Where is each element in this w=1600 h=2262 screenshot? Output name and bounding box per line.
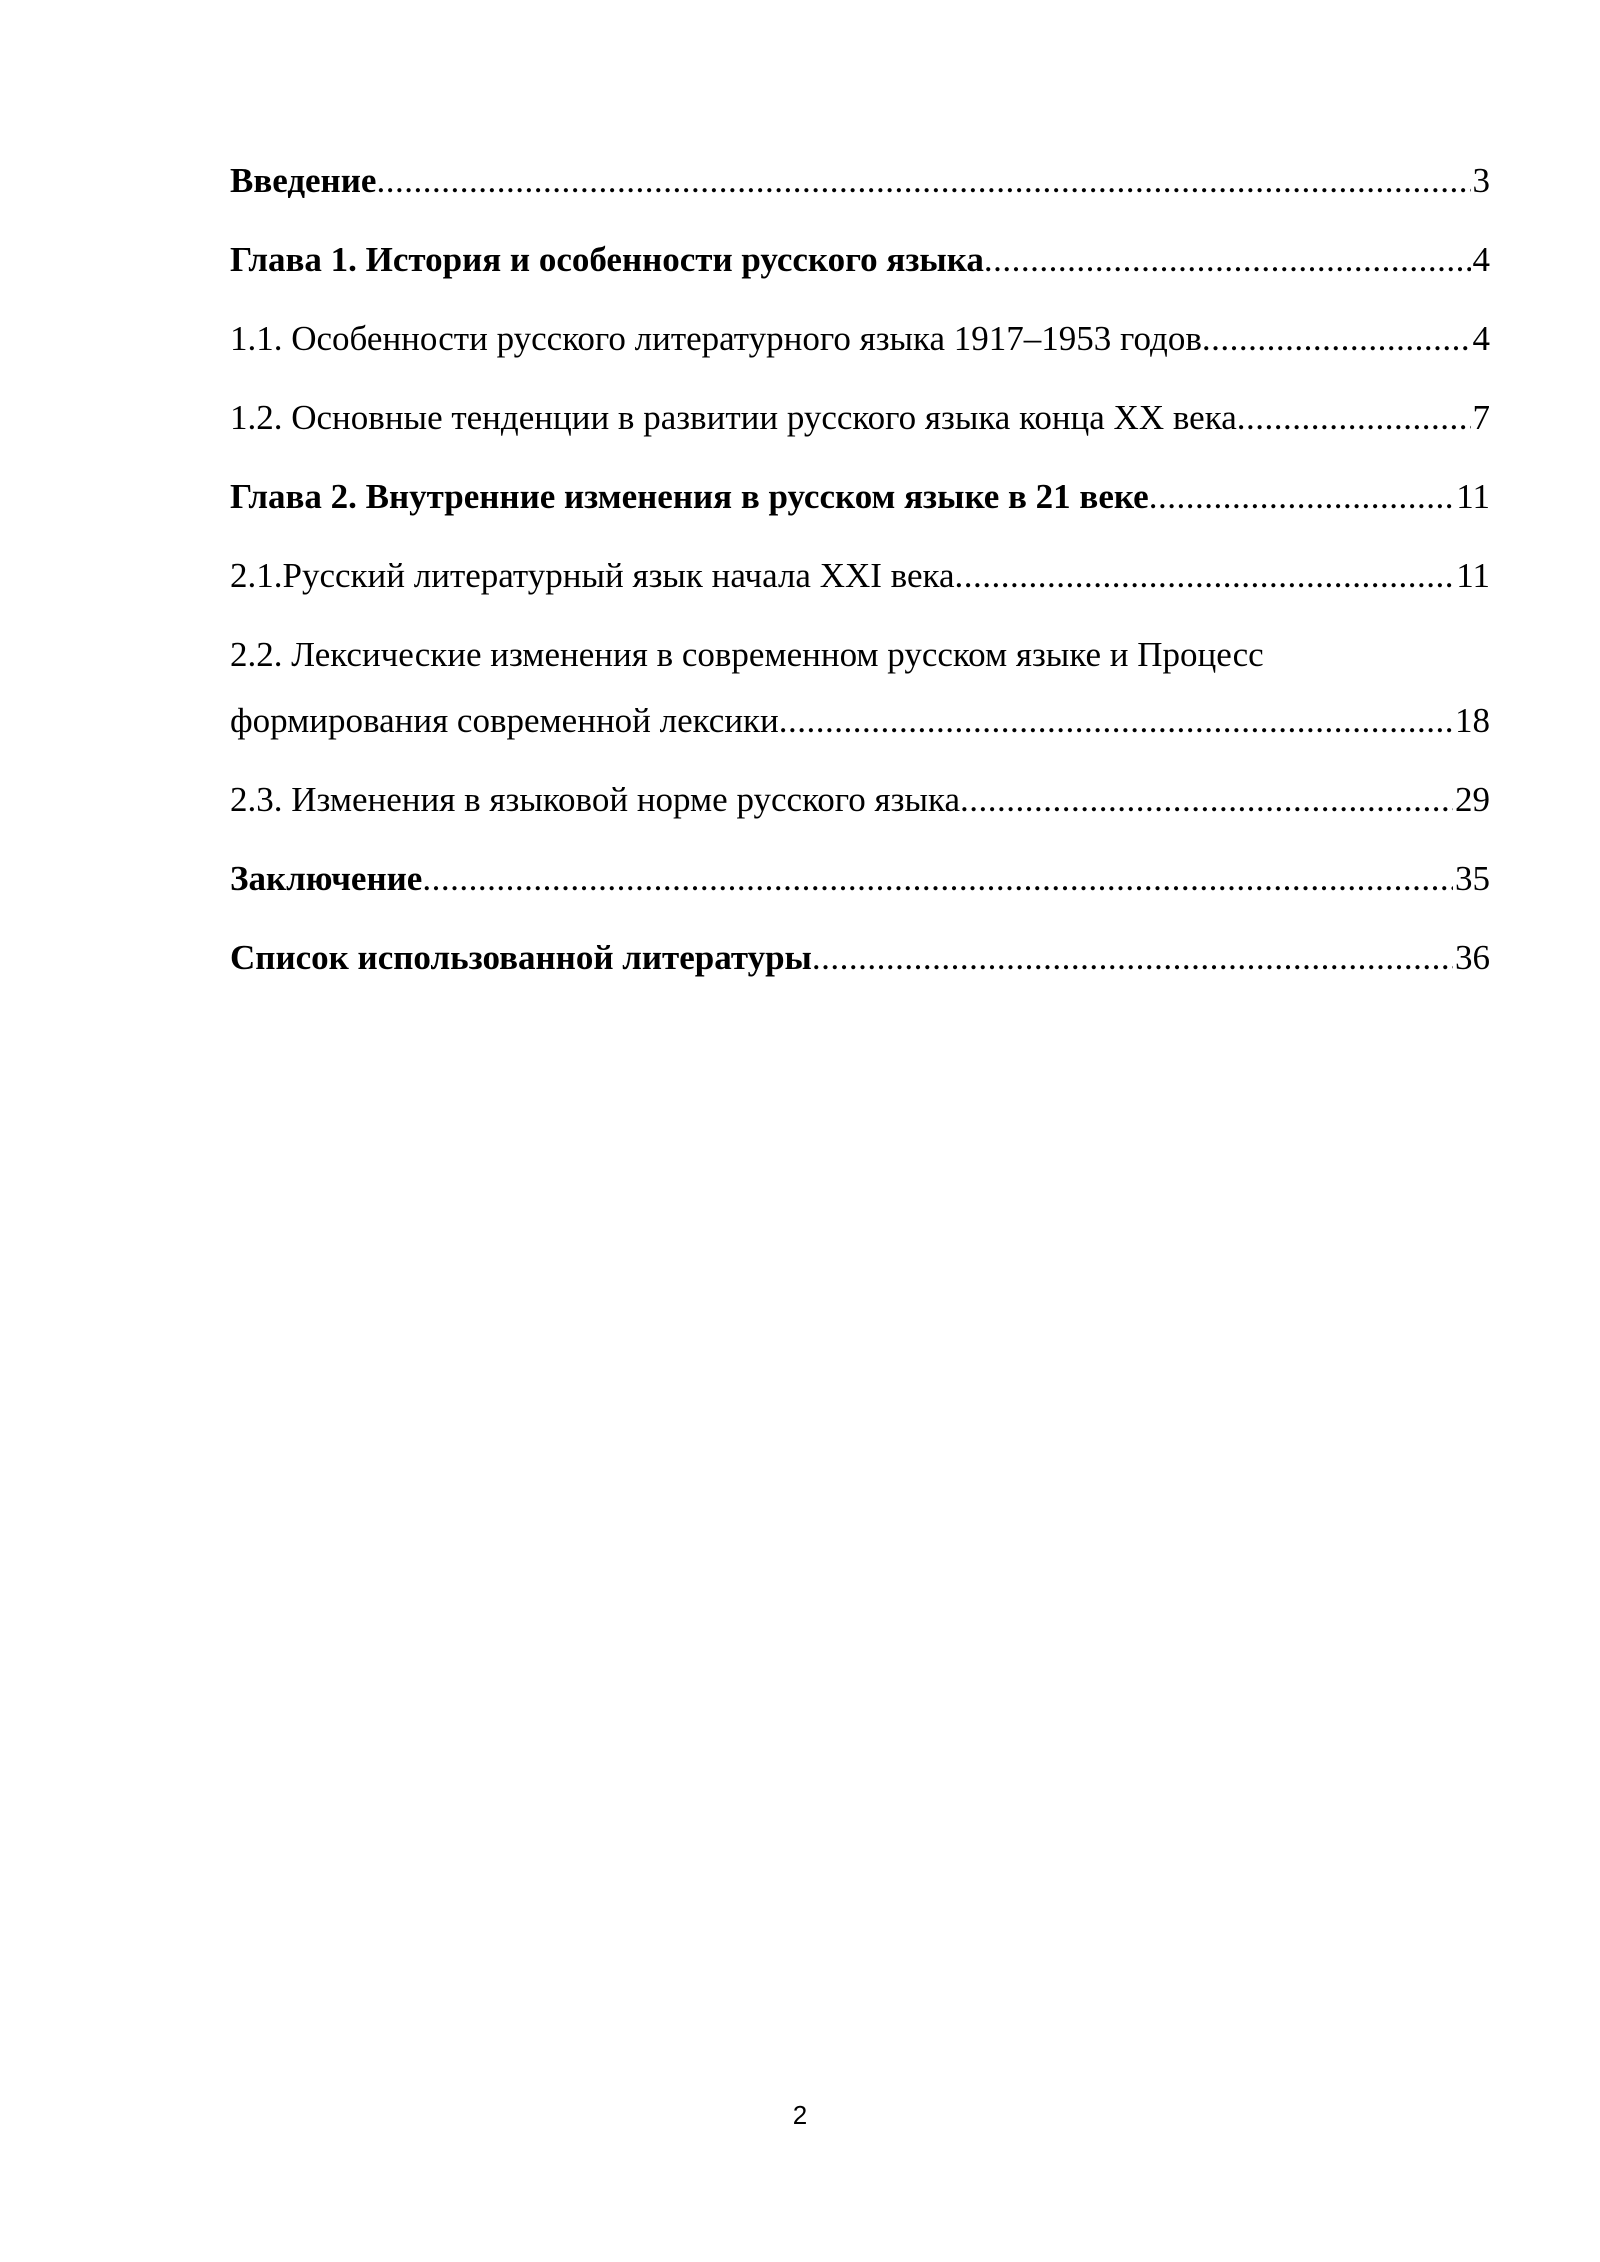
toc-page-number: 4 — [1472, 319, 1490, 358]
toc-page-number: 11 — [1456, 556, 1490, 595]
toc-page-number: 29 — [1455, 780, 1490, 819]
toc-entry-title: Список использованной литературы — [230, 938, 812, 977]
toc-dot-leader — [376, 148, 1470, 214]
toc-page-number: 3 — [1472, 161, 1490, 200]
toc-dot-leader — [984, 227, 1471, 293]
toc-dot-leader — [422, 846, 1453, 912]
toc-entry-title: Глава 2. Внутренние изменения в русском языке в 21 веке — [230, 477, 1149, 516]
toc-page-number: 35 — [1455, 859, 1490, 898]
toc-page-number: 4 — [1472, 240, 1490, 279]
toc-dot-leader — [779, 688, 1453, 754]
page-number-footer: 2 — [792, 2100, 808, 2130]
toc-entry-title: 1.1. Особенности русского литературного языка 1917–1953 годов — [230, 319, 1202, 358]
toc-entry-title: Глава 1. История и особенности русского языка — [230, 240, 984, 279]
toc-dot-leader — [960, 767, 1453, 833]
toc-dot-leader — [1202, 306, 1471, 372]
toc-entry-title: 2.3. Изменения в языковой норме русского языка — [230, 780, 960, 819]
toc-dot-leader — [1237, 385, 1471, 451]
toc-entry-title: 2.1.Русский литературный язык начала XXI века — [230, 556, 955, 595]
toc-entry-introduction[interactable] — [230, 148, 1490, 214]
table-of-contents — [230, 148, 1490, 1004]
toc-dot-leader — [812, 925, 1453, 991]
toc-entry-title: Заключение — [230, 859, 423, 898]
toc-entry-section-1-1[interactable] — [230, 306, 1490, 372]
toc-page-number: 7 — [1472, 398, 1490, 437]
toc-entry-section-1-2[interactable] — [230, 385, 1490, 451]
toc-page-number: 18 — [1455, 701, 1490, 740]
toc-entry-conclusion[interactable] — [230, 846, 1490, 912]
toc-entry-title-line-2: формирования современной лексики — [230, 701, 779, 740]
toc-dot-leader — [955, 543, 1455, 609]
toc-entry-title: 1.2. Основные тенденции в развитии русского языка конца XX века — [230, 398, 1237, 437]
toc-entry-section-2-3[interactable] — [230, 767, 1490, 833]
toc-dot-leader — [1149, 464, 1455, 530]
toc-entry-chapter-1[interactable] — [230, 227, 1490, 293]
toc-entry-bibliography[interactable] — [230, 925, 1490, 991]
toc-entry-title: Введение — [230, 161, 377, 200]
toc-entry-section-2-1[interactable] — [230, 543, 1490, 609]
toc-entry-title-line-1: 2.2. Лексические изменения в современном русском языке и Процесс — [230, 635, 1264, 674]
toc-page-number: 36 — [1455, 938, 1490, 977]
toc-entry-title-line-2-wrapper — [230, 688, 1490, 754]
toc-entry-chapter-2[interactable] — [230, 464, 1490, 530]
toc-entry-section-2-2[interactable] — [230, 622, 1490, 754]
toc-page-number: 11 — [1456, 477, 1490, 516]
